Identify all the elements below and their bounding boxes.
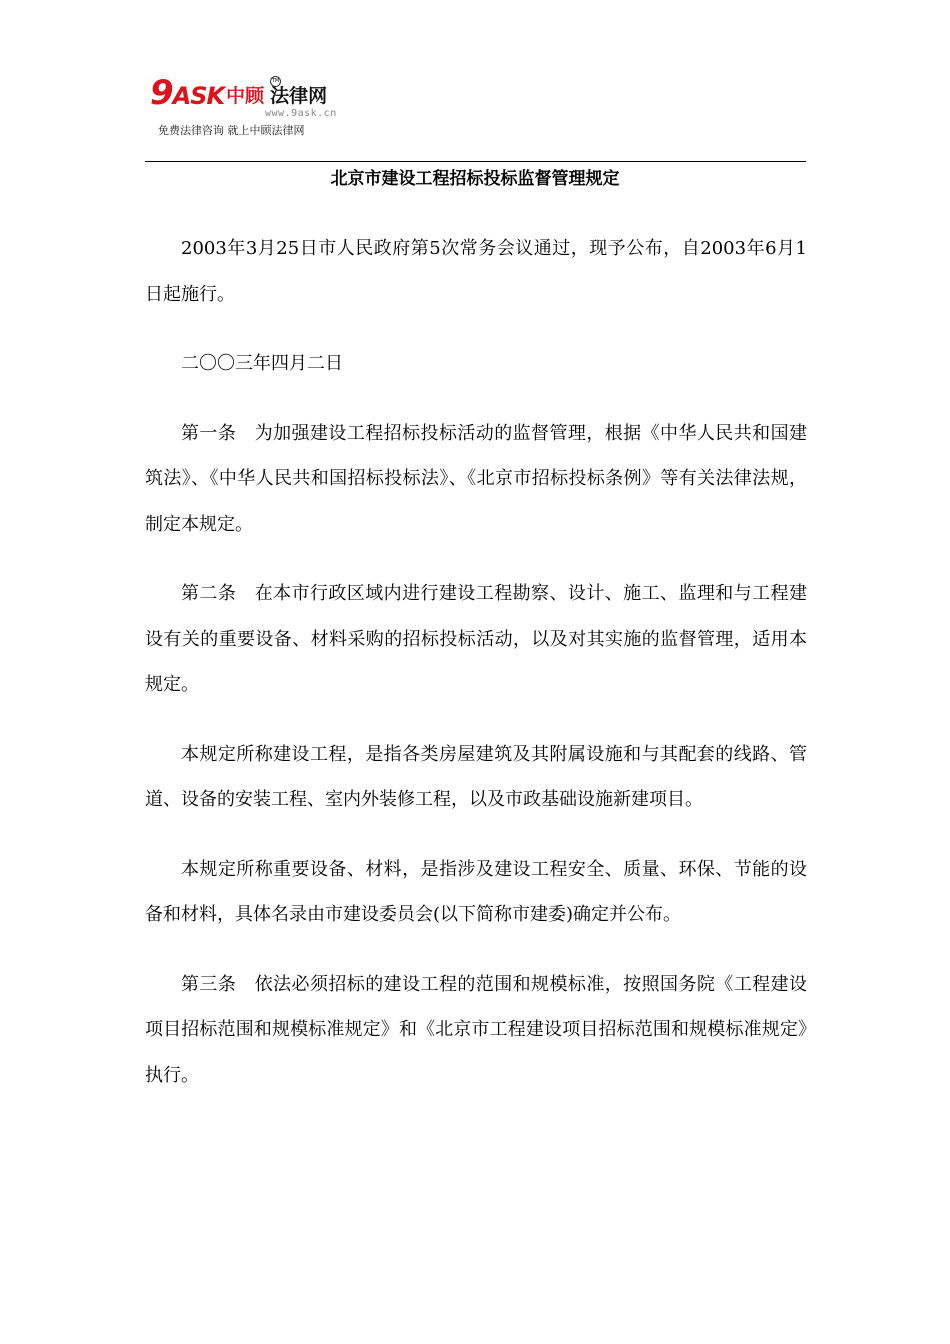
paragraph-definition-equipment: 本规定所称重要设备、材料，是指涉及建设工程安全、质量、环保、节能的设备和材料，具体名录由市建设委员会(以下简称市建委)确定并公布。	[145, 858, 807, 925]
paragraph-date: 二〇〇三年四月二日	[181, 353, 343, 374]
paragraph-promulgation: 2003年3月25日市人民政府第5次常务会议通过，现予公布，自2003年6月1日起施行。	[145, 238, 807, 305]
document-title: 北京市建设工程招标投标监督管理规定	[330, 169, 620, 189]
document-body	[145, 226, 807, 1122]
logo-wordmark	[150, 73, 328, 113]
logo-letters: ASK	[172, 82, 225, 110]
logo-slogan: 免费法律咨询 就上中顾法律网	[158, 124, 305, 137]
paragraph-article-1: 第一条 为加强建设工程招标投标活动的监督管理，根据《中华人民共和国建筑法》、《中华人民共和国招标投标法》、《北京市招标投标条例》等有关法律法规，制定本规定。	[145, 422, 807, 535]
logo-law-net: 法律网	[270, 85, 328, 107]
site-logo[interactable]	[150, 73, 360, 138]
paragraph-article-3: 第三条 依法必须招标的建设工程的范围和规模标准，按照国务院《工程建设项目招标范围和规模标准规定》和《北京市工程建设项目招标范围和规模标准规定》执行。	[145, 973, 807, 1086]
paragraph-article-2: 第二条 在本市行政区域内进行建设工程勘察、设计、施工、监理和与工程建设有关的重要设备、材料采购的招标投标活动，以及对其实施的监督管理，适用本规定。	[145, 583, 807, 695]
paragraph-definition-construction: 本规定所称建设工程，是指各类房屋建筑及其附属设施和与其配套的线路、管道、设备的安装工程、室内外装修工程，以及市政基础设施新建项目。	[145, 743, 807, 810]
header-divider	[145, 161, 806, 162]
logo-url: www.9ask.cn	[265, 108, 337, 119]
logo-cn-name: 中顾	[226, 85, 265, 107]
logo-digit: 9	[150, 73, 173, 113]
trademark-icon: TM	[270, 76, 281, 87]
